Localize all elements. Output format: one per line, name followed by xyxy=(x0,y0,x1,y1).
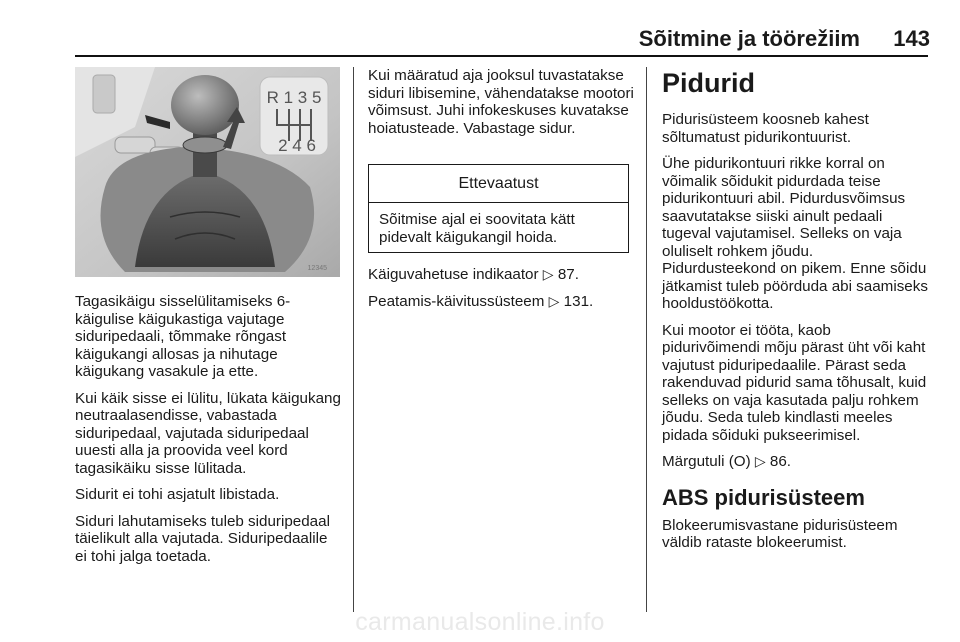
page-number: 143 xyxy=(893,26,930,51)
heading-brakes: Pidurid xyxy=(662,68,755,98)
gear-pattern-top: R 1 3 5 xyxy=(266,88,322,107)
gear-shifter-photo xyxy=(75,67,340,277)
column-divider-2 xyxy=(646,67,647,612)
heading-abs: ABS pidurisüsteem xyxy=(662,484,865,510)
reference-page: 86. xyxy=(769,453,792,470)
column-divider-1 xyxy=(353,67,354,612)
caution-title: Ettevaatust xyxy=(369,165,628,203)
photo-id: 12345 xyxy=(307,265,327,272)
column-3-text xyxy=(662,67,928,561)
paragraph-brake-circuit-failure: Ühe pidurikontuuri rikke korral on võimalik sõidukit pidurdada teise pidurikontuuri abil. Pidurdusvõimsus saavutatakse siiski ainult pedaali tugeval vajutamisel. Selleks on vaja oluliselt rohkem jõudu. Pidurdusteekond on pikem. Enne sõidu jätkamist tuleb pöörduda abi saamiseks hooldustöökotta. xyxy=(662,155,928,312)
section-title: Sõitmine ja töörežiim xyxy=(638,26,860,51)
paragraph-clutch-slip: Sidurit ei tohi asjatult libistada. xyxy=(75,486,280,503)
reference-page: 87. xyxy=(557,266,579,283)
paragraph-reverse-gear: Tagasikäigu sisselülitamiseks 6-käigulise käigukastiga vajutage siduripedaali, tõmmake rõngast käigukangi allosas ja nihutage käigukang vasakule ja ette. xyxy=(75,293,291,380)
watermark: carmanualsonline.info xyxy=(355,608,605,636)
paragraph-engine-off: Kui mootor ei tööta, kaob pidurivõimendi mõju pärast üht või kaht vajutust piduripedaalile. Pärast seda rakenduvad pidurid sama tõhusalt, kuid selleks on vaja kasutada palju rohkem jõudu. Seda tuleb kindlasti meeles pidada sõiduki pukseerimisel. xyxy=(662,321,927,444)
reference-page: 131. xyxy=(563,292,594,310)
header-rule xyxy=(75,55,928,57)
page-reference-icon: ▷ xyxy=(542,266,554,282)
caution-text: Sõitmise ajal ei soovitata kätt pidevalt käigukangil hoida. xyxy=(379,211,575,246)
brake-warning-icon: (O) xyxy=(728,453,751,470)
gear-pattern-bottom: 2 4 6 xyxy=(278,136,316,155)
reference-text: Peatamis-käivitussüsteem xyxy=(368,292,545,310)
reference-gear-indicator xyxy=(368,266,636,284)
caution-box xyxy=(368,164,629,253)
reference-text: Käiguvahetuse indikaator xyxy=(368,266,539,283)
paragraph-brake-system: Pidurisüsteem koosneb kahest sõltumatust pidurikontuurist. xyxy=(662,111,869,146)
gear-shifter-illustration xyxy=(75,67,340,277)
reference-stop-start xyxy=(368,293,636,311)
paragraph-abs: Blokeerumisvastane pidurisüsteem väldib rataste blokeerumist. xyxy=(662,516,898,551)
reference-warning-light xyxy=(662,453,928,471)
paragraph-gear-not-engaging: Kui käik sisse ei lülitu, lükata käigukang neutraalasendisse, vabastada siduripedaal, vajutada siduripedaal uuesti alla ja proovida veel kord tagasikäiku sisse lülitada. xyxy=(75,389,341,477)
paragraph-clutch-release: Siduri lahutamiseks tuleb siduripedaal täielikult alla vajutada. Siduripedaalile ei tohi jalga toetada. xyxy=(75,512,330,565)
paragraph-clutch-detection: Kui määratud aja jooksul tuvastatakse siduri libisemine, vähendatakse mootori võimsust. Juhi infokeskuses kuvatakse hoiatusteade. Vabastage sidur. xyxy=(368,67,634,137)
column-1-text xyxy=(75,293,343,574)
page-reference-icon: ▷ xyxy=(754,453,766,469)
column-2-references xyxy=(368,266,636,319)
reference-text: Märgutuli xyxy=(662,453,725,470)
page-reference-icon: ▷ xyxy=(548,292,560,309)
column-2-text xyxy=(368,67,636,146)
